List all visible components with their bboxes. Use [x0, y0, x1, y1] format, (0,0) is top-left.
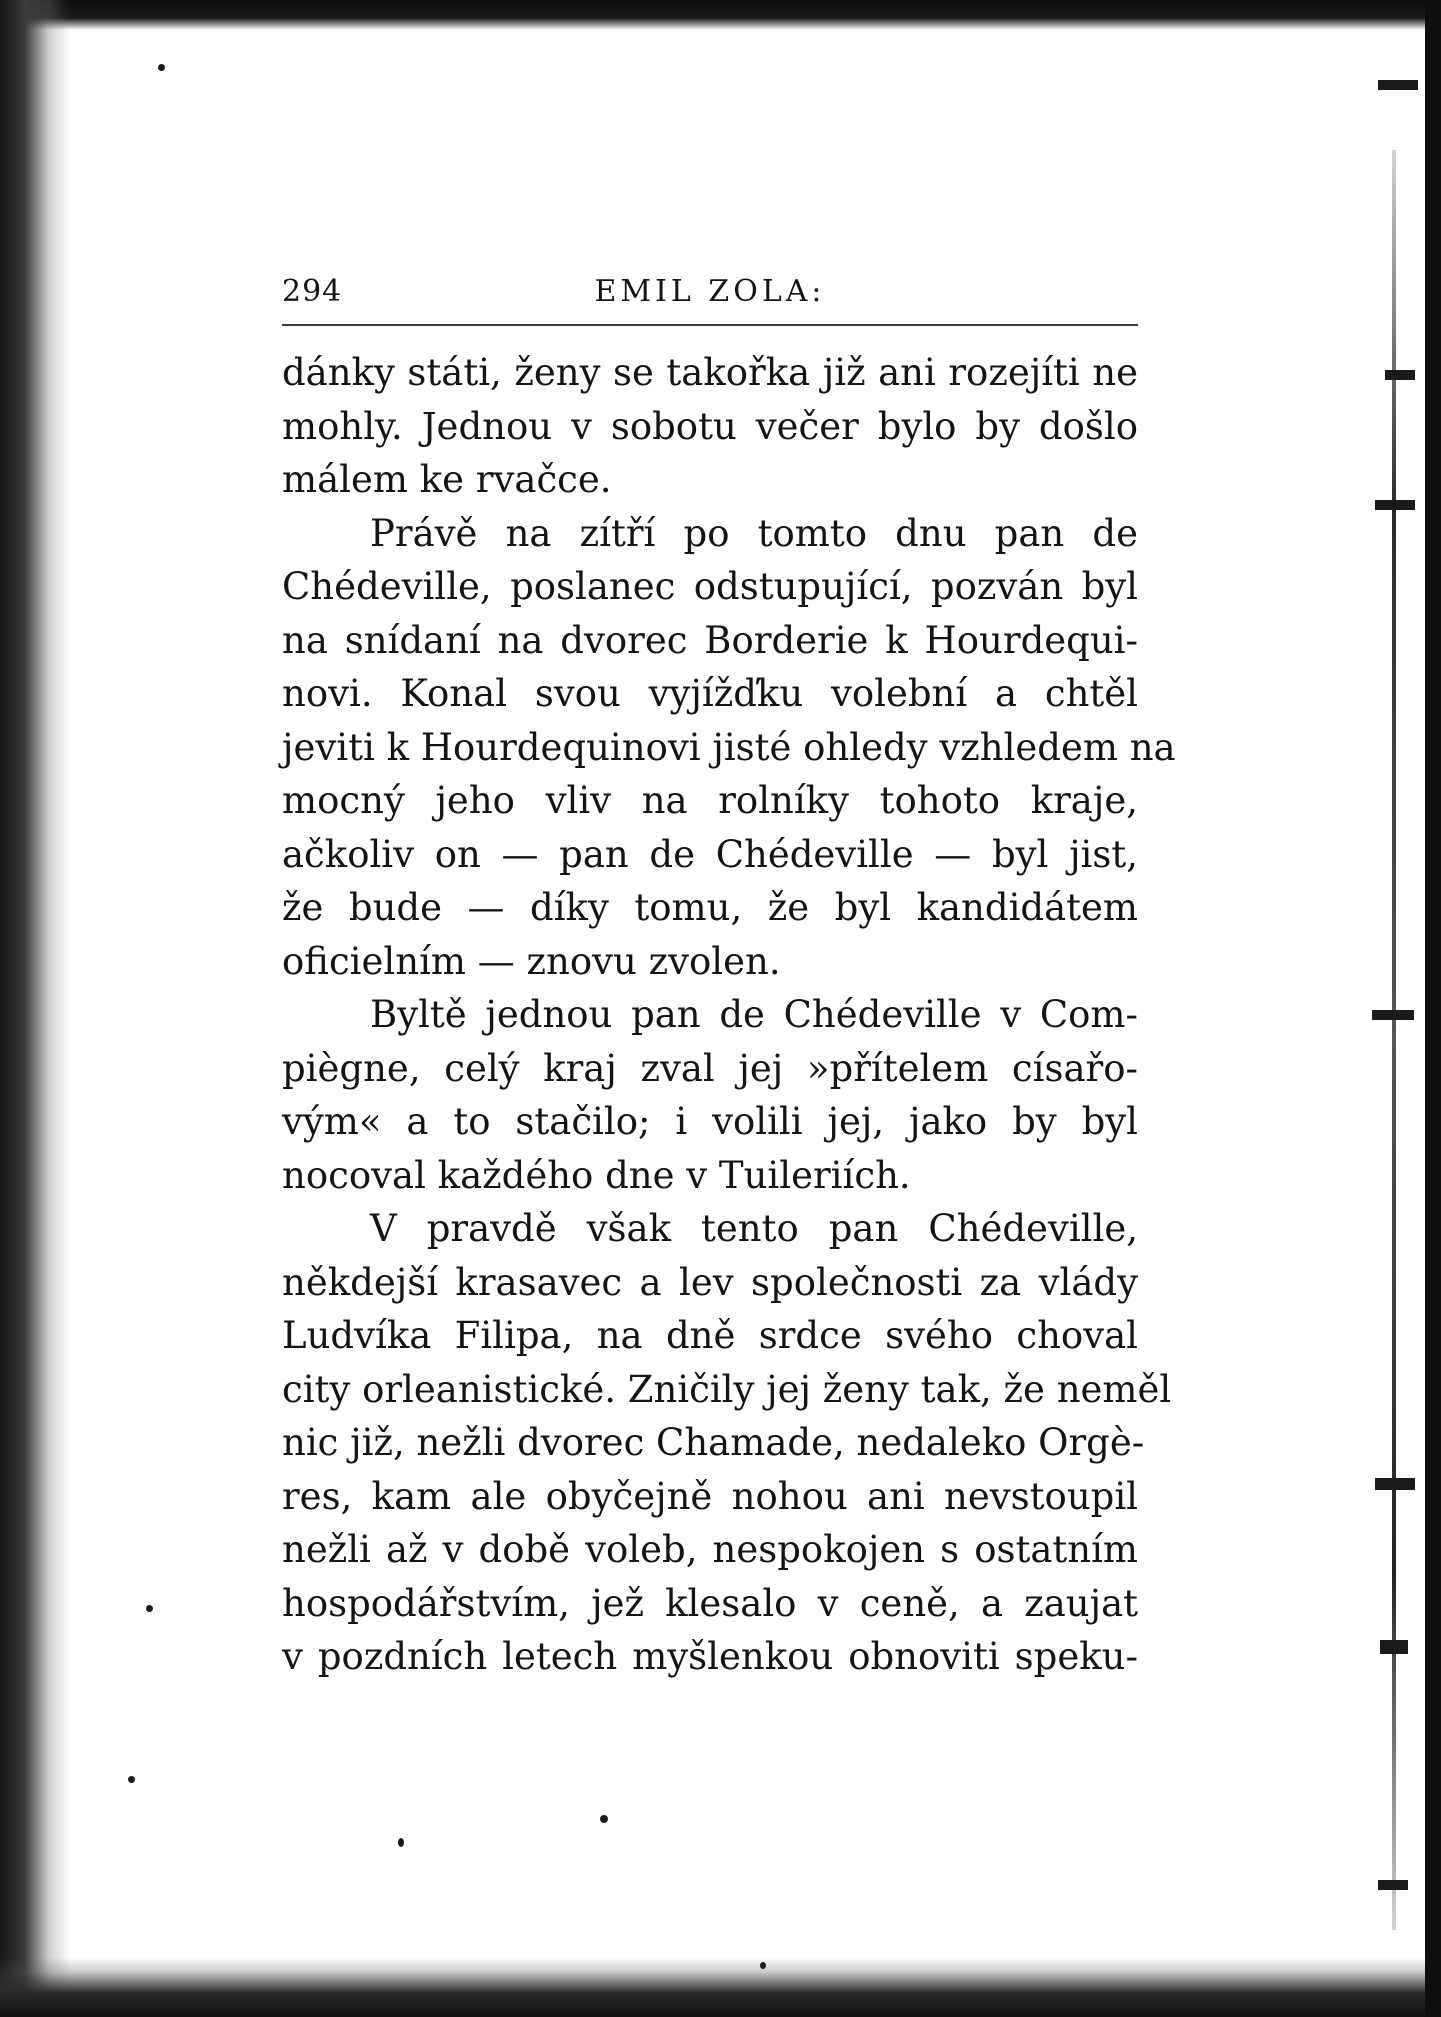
binding-mark: [1375, 500, 1415, 510]
scan-edge-bottom: [0, 1957, 1441, 2017]
text-line: city orleanistické. Zničily jej ženy tak, že neměl: [282, 1367, 1172, 1411]
text-line: málem ke rvačce.: [282, 458, 612, 501]
text-line: někdejší krasavec a lev společnosti za vlády: [282, 1260, 1138, 1304]
binding-mark: [1378, 80, 1418, 90]
header-rule: [282, 324, 1138, 326]
binding-mark: [1380, 1640, 1408, 1654]
text-line: res, kam ale obyčejně nohou ani nevstoupil: [282, 1474, 1138, 1518]
text-line: vým« a to stačilo; i volili jej, jako by byl: [282, 1100, 1138, 1143]
text-line: V pravdě však tento pan Chédeville,: [370, 1207, 1138, 1250]
text-line: mohly. Jednou v sobotu večer bylo by došlo: [282, 404, 1138, 448]
text-line: ačkoliv on — pan de Chédeville — byl jist,: [282, 832, 1138, 876]
speck: [398, 1838, 404, 1847]
text-line: mocný jeho vliv na rolníky tohoto kraje,: [282, 779, 1138, 822]
text-line: hospodářstvím, jež klesalo v ceně, a zaujat: [282, 1581, 1138, 1625]
text-line: piègne, celý kraj zval jej »přítelem císařo-: [282, 1046, 1138, 1090]
binding-mark: [1372, 1010, 1414, 1020]
speck: [158, 64, 165, 71]
binding-mark: [1378, 1880, 1408, 1890]
speck: [600, 1815, 608, 1823]
page-number: 294: [282, 274, 343, 309]
text-line: Ludvíka Filipa, na dně srdce svého choval: [282, 1314, 1138, 1357]
scan-edge-top: [0, 0, 1441, 30]
text-line: oficielním — znovu zvolen.: [282, 939, 781, 983]
binding-mark: [1385, 370, 1415, 380]
text-line: že bude — díky tomu, že byl kandidátem: [282, 886, 1138, 929]
book-page: [282, 272, 1176, 1684]
speck: [146, 1605, 153, 1612]
page-fold-line: [1392, 150, 1396, 1930]
scan-edge-left: [0, 0, 70, 2017]
body-text: [282, 346, 1176, 1684]
text-line: jeviti k Hourdequinovi jisté ohledy vzhledem na: [282, 725, 1176, 769]
text-line: nežli až v době voleb, nespokojen s ostatním: [282, 1528, 1138, 1571]
running-head: [282, 272, 1138, 312]
text-line: dánky státi, ženy se takořka již ani rozejíti ne: [282, 351, 1138, 394]
speck: [760, 1962, 766, 1969]
text-line: Chédeville, poslanec odstupující, pozván byl: [282, 565, 1138, 608]
text-line: v pozdních letech myšlenkou obnoviti speku-: [282, 1635, 1138, 1678]
text-line: nocoval každého dne v Tuileriích.: [282, 1153, 911, 1197]
text-line: Byltě jednou pan de Chédeville v Com-: [370, 993, 1138, 1036]
binding-mark: [1375, 1478, 1415, 1490]
text-line: novi. Konal svou vyjížďku volební a chtěl: [282, 672, 1138, 715]
scan-edge-right: [1425, 0, 1441, 2017]
text-line: na snídaní na dvorec Borderie k Hourdequi-: [282, 618, 1138, 662]
running-title: EMIL ZOLA:: [594, 274, 826, 309]
text-line: nic již, nežli dvorec Chamade, nedaleko Orgè-: [282, 1421, 1145, 1464]
text-line: Právě na zítří po tomto dnu pan de: [370, 511, 1138, 555]
speck: [128, 1776, 135, 1783]
